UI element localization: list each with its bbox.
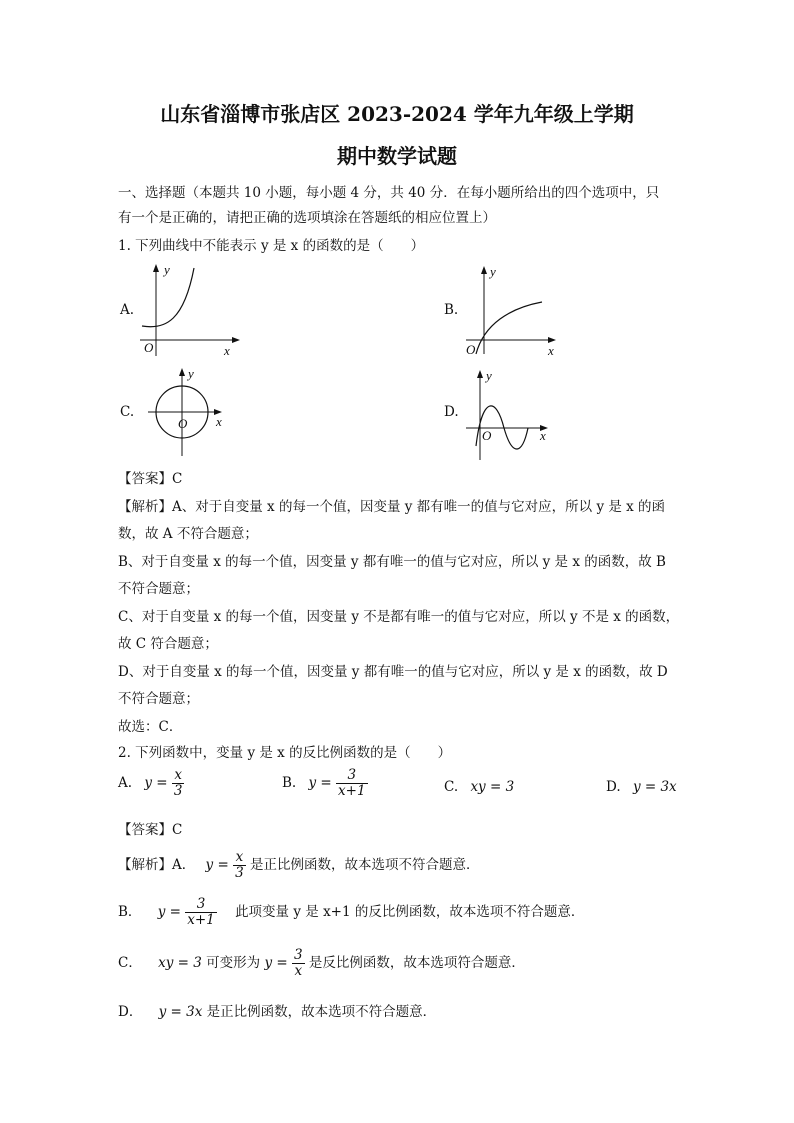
numerator: 3: [294, 947, 303, 963]
x-label: x: [224, 343, 230, 358]
q2-exp-d-text: 是正比例函数，故本选项不符合题意．: [206, 1004, 437, 1020]
y-label: y: [188, 366, 194, 381]
q2-stem: 2. 下列函数中，变量 y 是 x 的反比例函数的是（ ）: [118, 745, 452, 761]
q1-option-a-label: A.: [120, 302, 135, 318]
q1-analysis-4: 不符合题意；: [118, 581, 199, 597]
page-title-line1: 山东省淄博市张店区 2023-2024 学年九年级上学期: [160, 102, 634, 126]
q1-analysis-7: D、对于自变量 x 的每一个值，因变量 y 都有唯一的值与它对应，所以 y 是 x 的函数，故 D: [118, 664, 668, 680]
q2-exp-c-text: 是反比例函数，故本选项符合题意．: [308, 954, 525, 971]
q1-graph-c: [144, 364, 236, 460]
q2-option-c-label: C.: [444, 779, 459, 795]
origin-label: O: [466, 342, 476, 357]
numerator: 3: [336, 768, 368, 784]
q2-exp-a-fraction: [233, 850, 246, 881]
q1-analysis-9: 故选：C．: [118, 719, 183, 735]
q2-exp-d: [118, 1000, 436, 1020]
x-label: x: [540, 428, 546, 443]
section-header-line2: 有一个是正确的，请把正确的选项填涂在答题纸的相应位置上）: [118, 210, 496, 226]
q2-exp-b-prefix: B．: [118, 903, 142, 920]
q1-option-d-label: D.: [444, 404, 459, 420]
numerator: 3: [185, 897, 217, 913]
q2-option-d-expr: y = 3x: [632, 779, 677, 795]
q2-exp-a-prefix: 【解析】A．: [118, 856, 196, 873]
y-axis-arrow: [179, 368, 185, 376]
q1-graph-d: [462, 366, 554, 462]
q2-exp-a: [118, 850, 479, 881]
q2-option-d-label: D.: [606, 779, 621, 795]
q2-exp-c-fraction: [292, 948, 305, 979]
q2-exp-b-fraction: [185, 897, 217, 928]
y-axis-arrow: [153, 264, 159, 272]
x-label: x: [548, 343, 554, 358]
q2-option-c-expr: xy = 3: [470, 779, 515, 795]
q2-exp-c: [118, 948, 525, 979]
q2-option-a-lhs: y =: [144, 774, 168, 791]
denominator: 3: [235, 864, 244, 881]
denominator: x+1: [187, 911, 215, 928]
y-label: y: [486, 368, 492, 383]
origin-label: O: [144, 340, 154, 355]
q1-analysis-6: 故 C 符合题意；: [118, 636, 218, 652]
q2-exp-b-text: 此项变量 y 是 x+1 的反比例函数，故本选项不符合题意．: [235, 903, 585, 920]
q2-option-c: [444, 779, 514, 795]
q2-option-a-label: A.: [118, 774, 133, 791]
q1-graph-a: [136, 258, 246, 358]
denominator: x+1: [338, 782, 366, 799]
q2-option-a: [118, 768, 184, 799]
q1-graph-b: [462, 262, 562, 358]
x-label: x: [216, 414, 222, 429]
q2-exp-b-lhs: y =: [157, 903, 181, 920]
q2-exp-c-lhs: y =: [264, 954, 288, 971]
q2-exp-c-expr: xy = 3: [158, 954, 202, 971]
q2-exp-d-expr: y = 3x: [158, 1004, 203, 1020]
curve-b: [476, 302, 542, 354]
q1-option-b-label: B.: [444, 302, 459, 318]
q2-option-b-fraction: [336, 768, 368, 799]
q1-option-c-label: C.: [120, 404, 135, 420]
q2-option-b-lhs: y =: [308, 774, 332, 791]
section-header-line1: 一、选择题（本题共 10 小题，每小题 4 分，共 40 分．在每小题所给出的四个选项中，只: [118, 185, 660, 201]
q2-option-a-fraction: [172, 768, 185, 799]
x-axis-arrow: [232, 337, 240, 343]
denominator: 3: [173, 782, 183, 799]
q2-option-b-label: B.: [282, 774, 297, 791]
y-label: y: [490, 264, 496, 279]
q2-option-d: [606, 779, 677, 795]
y-axis-arrow: [477, 370, 483, 378]
origin-label: O: [178, 416, 188, 431]
y-axis-arrow: [481, 266, 487, 274]
q1-answer: 【答案】C: [118, 471, 183, 487]
q2-option-b: [282, 768, 368, 799]
numerator: x: [172, 768, 185, 784]
page-title-line2: 期中数学试题: [337, 144, 457, 168]
q2-exp-c-mid: 可变形为: [206, 954, 261, 971]
q1-analysis-1: 【解析】A、对于自变量 x 的每一个值，因变量 y 都有唯一的值与它对应，所以 y 是 x 的函: [118, 499, 666, 515]
q1-analysis-3: B、对于自变量 x 的每一个值，因变量 y 都有唯一的值与它对应，所以 y 是 x 的函数，故 B: [118, 554, 666, 570]
origin-label: O: [482, 428, 492, 443]
q2-exp-a-lhs: y =: [205, 856, 229, 873]
q1-analysis-8: 不符合题意；: [118, 691, 199, 707]
q1-analysis-2: 数，故 A 不符合题意；: [118, 526, 258, 542]
y-label: y: [164, 262, 170, 277]
numerator: x: [233, 850, 246, 866]
denominator: x: [294, 962, 303, 979]
q2-answer: 【答案】C: [118, 822, 183, 838]
q2-exp-a-text: 是正比例函数，故本选项不符合题意．: [249, 856, 480, 873]
q2-exp-c-prefix: C．: [118, 954, 142, 971]
q2-exp-d-prefix: D．: [118, 1004, 143, 1020]
q1-analysis-5: C、对于自变量 x 的每一个值，因变量 y 不是都有唯一的值与它对应，所以 y 不是 x 的函数，: [118, 609, 680, 625]
q1-stem: 1. 下列曲线中不能表示 y 是 x 的函数的是（ ）: [118, 238, 425, 254]
q2-exp-b: [118, 897, 584, 928]
